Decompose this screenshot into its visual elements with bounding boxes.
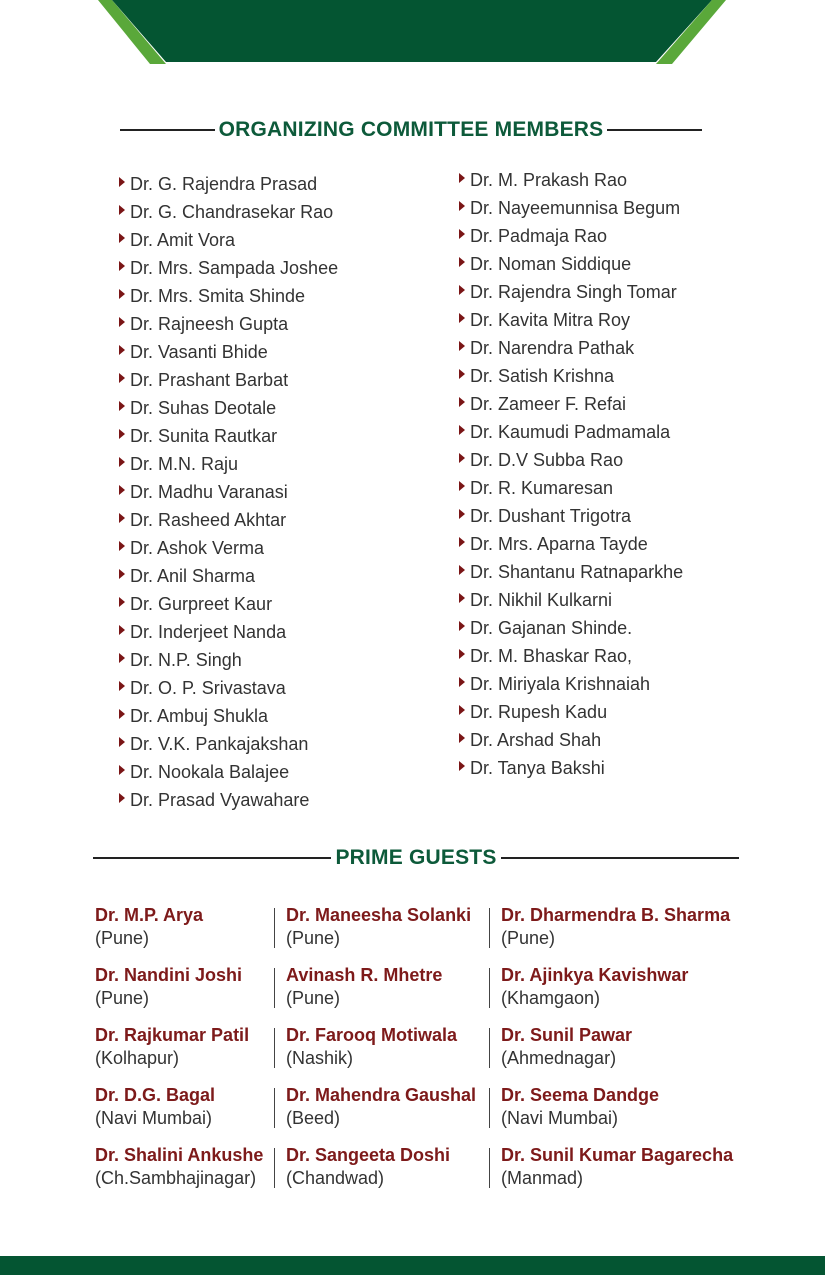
- committee-list-right: [459, 166, 683, 782]
- bullet-arrow-icon: [459, 201, 465, 211]
- bullet-arrow-icon: [119, 233, 125, 243]
- member-name: Dr. Rasheed Akhtar: [130, 510, 287, 530]
- bullet-arrow-icon: [119, 345, 125, 355]
- footer-band: [0, 1256, 825, 1275]
- guest-city: (Ahmednagar): [501, 1048, 617, 1068]
- bullet-arrow-icon: [119, 681, 125, 691]
- member-name: Dr. Rajneesh Gupta: [130, 314, 289, 334]
- bullet-arrow-icon: [459, 369, 465, 379]
- bullet-arrow-icon: [459, 257, 465, 267]
- committee-member: [119, 338, 338, 366]
- member-name: Dr. Prashant Barbat: [130, 370, 289, 390]
- committee-member: [119, 674, 338, 702]
- committee-member: [459, 726, 683, 754]
- committee-member: [459, 614, 683, 642]
- committee-member: [119, 198, 338, 226]
- guest-city: (Navi Mumbai): [501, 1108, 619, 1128]
- guest-city: (Pune): [286, 988, 341, 1008]
- guest-name: Dr. Seema Dandge: [501, 1085, 660, 1105]
- committee-member: [459, 418, 683, 446]
- member-name: Dr. Shantanu Ratnaparkhe: [470, 562, 684, 582]
- guest-name: Dr. Nandini Joshi: [95, 965, 243, 985]
- guest-entry: [95, 964, 242, 1010]
- member-name: Dr. Sunita Rautkar: [130, 426, 278, 446]
- committee-member: [459, 530, 683, 558]
- bullet-arrow-icon: [119, 625, 125, 635]
- bullet-arrow-icon: [459, 705, 465, 715]
- bullet-arrow-icon: [119, 429, 125, 439]
- guest-city: (Pune): [501, 928, 556, 948]
- guest-entry: [95, 1024, 249, 1070]
- committee-member: [459, 278, 683, 306]
- bullet-arrow-icon: [459, 173, 465, 183]
- member-name: Dr. Arshad Shah: [470, 730, 602, 750]
- member-name: Dr. M. Bhaskar Rao,: [470, 646, 633, 666]
- guest-entry: [501, 1024, 632, 1070]
- committee-member: [459, 166, 683, 194]
- heading-rule-right: [501, 857, 739, 859]
- column-divider: [274, 1028, 275, 1068]
- guest-city: (Pune): [286, 928, 341, 948]
- member-name: Dr. Miriyala Krishnaiah: [470, 674, 651, 694]
- column-divider: [274, 1088, 275, 1128]
- column-divider: [489, 908, 490, 948]
- member-name: Dr. G. Chandrasekar Rao: [130, 202, 334, 222]
- committee-member: [459, 194, 683, 222]
- guest-entry: [501, 904, 730, 950]
- committee-member: [459, 306, 683, 334]
- member-name: Dr. Zameer F. Refai: [470, 394, 627, 414]
- committee-member: [119, 786, 338, 814]
- guest-entry: [286, 1144, 450, 1190]
- bullet-arrow-icon: [459, 761, 465, 771]
- guest-name: Dr. M.P. Arya: [95, 905, 204, 925]
- guest-name: Dr. Shalini Ankushe: [95, 1145, 264, 1165]
- committee-member: [119, 366, 338, 394]
- committee-member: [459, 586, 683, 614]
- guests-heading: [93, 846, 739, 870]
- member-name: Dr. Tanya Bakshi: [470, 758, 605, 778]
- heading-rule-left: [93, 857, 331, 859]
- member-name: Dr. V.K. Pankajakshan: [130, 734, 309, 754]
- committee-member: [119, 758, 338, 786]
- bullet-arrow-icon: [119, 261, 125, 271]
- guest-city: (Nashik): [286, 1048, 354, 1068]
- bullet-arrow-icon: [119, 205, 125, 215]
- member-name: Dr. Amit Vora: [130, 230, 236, 250]
- committee-member: [459, 390, 683, 418]
- committee-member: [119, 506, 338, 534]
- bullet-arrow-icon: [119, 513, 125, 523]
- guest-entry: [95, 904, 203, 950]
- bullet-arrow-icon: [459, 677, 465, 687]
- guest-city: (Khamgaon): [501, 988, 601, 1008]
- bullet-arrow-icon: [459, 537, 465, 547]
- guest-entry: [501, 964, 688, 1010]
- committee-member: [459, 558, 683, 586]
- guest-name: Dr. Maneesha Solanki: [286, 905, 472, 925]
- column-divider: [274, 1148, 275, 1188]
- header-band: [0, 0, 825, 64]
- member-name: Dr. Mrs. Smita Shinde: [130, 286, 306, 306]
- member-name: Dr. Inderjeet Nanda: [130, 622, 287, 642]
- bullet-arrow-icon: [119, 373, 125, 383]
- member-name: Dr. Ambuj Shukla: [130, 706, 269, 726]
- bullet-arrow-icon: [119, 793, 125, 803]
- member-name: Dr. G. Rajendra Prasad: [130, 174, 318, 194]
- column-divider: [489, 1088, 490, 1128]
- committee-member: [459, 362, 683, 390]
- column-divider: [489, 1028, 490, 1068]
- bullet-arrow-icon: [459, 313, 465, 323]
- guest-city: (Pune): [95, 988, 150, 1008]
- committee-heading-text: ORGANIZING COMMITTEE MEMBERS: [218, 118, 604, 141]
- member-name: Dr. Narendra Pathak: [470, 338, 635, 358]
- committee-member: [119, 730, 338, 758]
- bullet-arrow-icon: [459, 397, 465, 407]
- bullet-arrow-icon: [459, 565, 465, 575]
- committee-member: [119, 422, 338, 450]
- bullet-arrow-icon: [119, 317, 125, 327]
- committee-member: [119, 282, 338, 310]
- committee-member: [459, 754, 683, 782]
- committee-member: [119, 450, 338, 478]
- bullet-arrow-icon: [459, 649, 465, 659]
- guest-name: Dr. Sunil Pawar: [501, 1025, 633, 1045]
- bullet-arrow-icon: [459, 425, 465, 435]
- committee-list-left: [119, 170, 338, 814]
- committee-member: [119, 254, 338, 282]
- committee-member: [119, 310, 338, 338]
- bullet-arrow-icon: [459, 229, 465, 239]
- committee-member: [459, 446, 683, 474]
- bullet-arrow-icon: [459, 621, 465, 631]
- member-name: Dr. Prasad Vyawahare: [130, 790, 310, 810]
- committee-member: [459, 250, 683, 278]
- bullet-arrow-icon: [119, 485, 125, 495]
- member-name: Dr. Anil Sharma: [130, 566, 256, 586]
- bullet-arrow-icon: [459, 593, 465, 603]
- guest-entry: [95, 1084, 215, 1130]
- column-divider: [489, 968, 490, 1008]
- bullet-arrow-icon: [459, 341, 465, 351]
- guest-city: (Kolhapur): [95, 1048, 180, 1068]
- bullet-arrow-icon: [119, 177, 125, 187]
- member-name: Dr. Noman Siddique: [470, 254, 632, 274]
- committee-member: [459, 334, 683, 362]
- member-name: Dr. Ashok Verma: [130, 538, 265, 558]
- member-name: Dr. M. Prakash Rao: [470, 170, 628, 190]
- guest-name: Dr. D.G. Bagal: [95, 1085, 216, 1105]
- bullet-arrow-icon: [119, 765, 125, 775]
- committee-member: [459, 474, 683, 502]
- committee-member: [119, 590, 338, 618]
- committee-heading: [120, 118, 702, 142]
- bullet-arrow-icon: [119, 653, 125, 663]
- guest-name: Dr. Sunil Kumar Bagarecha: [501, 1145, 734, 1165]
- committee-member: [119, 618, 338, 646]
- member-name: Dr. Rupesh Kadu: [470, 702, 608, 722]
- guest-entry: [286, 1024, 457, 1070]
- committee-member: [459, 222, 683, 250]
- bullet-arrow-icon: [119, 597, 125, 607]
- committee-member: [119, 170, 338, 198]
- member-name: Dr. Gurpreet Kaur: [130, 594, 273, 614]
- committee-member: [459, 502, 683, 530]
- guest-entry: [286, 964, 442, 1010]
- committee-member: [119, 478, 338, 506]
- bullet-arrow-icon: [459, 453, 465, 463]
- committee-member: [119, 226, 338, 254]
- member-name: Dr. Mrs. Sampada Joshee: [130, 258, 339, 278]
- bullet-arrow-icon: [119, 737, 125, 747]
- guest-entry: [286, 904, 471, 950]
- guest-name: Dr. Dharmendra B. Sharma: [501, 905, 731, 925]
- member-name: Dr. Kavita Mitra Roy: [470, 310, 631, 330]
- committee-member: [459, 642, 683, 670]
- guest-name: Dr. Rajkumar Patil: [95, 1025, 250, 1045]
- guest-name: Dr. Farooq Motiwala: [286, 1025, 458, 1045]
- guest-entry: [501, 1084, 659, 1130]
- bullet-arrow-icon: [119, 569, 125, 579]
- member-name: Dr. Suhas Deotale: [130, 398, 277, 418]
- committee-member: [119, 702, 338, 730]
- member-name: Dr. N.P. Singh: [130, 650, 242, 670]
- bullet-arrow-icon: [119, 709, 125, 719]
- member-name: Dr. Vasanti Bhide: [130, 342, 268, 362]
- committee-member: [459, 670, 683, 698]
- member-name: Dr. Mrs. Aparna Tayde: [470, 534, 648, 554]
- committee-member: [119, 562, 338, 590]
- bullet-arrow-icon: [119, 289, 125, 299]
- column-divider: [489, 1148, 490, 1188]
- bullet-arrow-icon: [119, 541, 125, 551]
- member-name: Dr. Nikhil Kulkarni: [470, 590, 613, 610]
- guest-name: Avinash R. Mhetre: [286, 965, 443, 985]
- committee-member: [119, 646, 338, 674]
- heading-rule-right: [607, 129, 702, 131]
- bullet-arrow-icon: [119, 401, 125, 411]
- guest-name: Dr. Sangeeta Doshi: [286, 1145, 451, 1165]
- member-name: Dr. R. Kumaresan: [470, 478, 614, 498]
- bullet-arrow-icon: [459, 733, 465, 743]
- member-name: Dr. Satish Krishna: [470, 366, 615, 386]
- committee-member: [119, 534, 338, 562]
- column-divider: [274, 968, 275, 1008]
- guest-name: Dr. Ajinkya Kavishwar: [501, 965, 689, 985]
- header-green-trapezoid: [112, 0, 712, 62]
- guest-city: (Pune): [95, 928, 150, 948]
- bullet-arrow-icon: [119, 457, 125, 467]
- member-name: Dr. Nayeemunnisa Begum: [470, 198, 681, 218]
- member-name: Dr. Gajanan Shinde.: [470, 618, 633, 638]
- bullet-arrow-icon: [459, 285, 465, 295]
- member-name: Dr. Madhu Varanasi: [130, 482, 288, 502]
- column-divider: [274, 908, 275, 948]
- guest-city: (Chandwad): [286, 1168, 385, 1188]
- member-name: Dr. Dushant Trigotra: [470, 506, 632, 526]
- guest-entry: [95, 1144, 263, 1190]
- guest-name: Dr. Mahendra Gaushal: [286, 1085, 477, 1105]
- member-name: Dr. Rajendra Singh Tomar: [470, 282, 677, 302]
- member-name: Dr. Kaumudi Padmamala: [470, 422, 671, 442]
- guest-city: (Beed): [286, 1108, 341, 1128]
- guest-entry: [286, 1084, 476, 1130]
- heading-rule-left: [120, 129, 215, 131]
- guest-entry: [501, 1144, 733, 1190]
- committee-member: [119, 394, 338, 422]
- guest-city: (Navi Mumbai): [95, 1108, 213, 1128]
- member-name: Dr. Nookala Balajee: [130, 762, 290, 782]
- member-name: Dr. D.V Subba Rao: [470, 450, 624, 470]
- guest-city: (Manmad): [501, 1168, 584, 1188]
- bullet-arrow-icon: [459, 481, 465, 491]
- bullet-arrow-icon: [459, 509, 465, 519]
- member-name: Dr. O. P. Srivastava: [130, 678, 286, 698]
- member-name: Dr. M.N. Raju: [130, 454, 239, 474]
- committee-member: [459, 698, 683, 726]
- member-name: Dr. Padmaja Rao: [470, 226, 608, 246]
- guest-city: (Ch.Sambhajinagar): [95, 1168, 257, 1188]
- guests-heading-text: PRIME GUESTS: [335, 846, 497, 869]
